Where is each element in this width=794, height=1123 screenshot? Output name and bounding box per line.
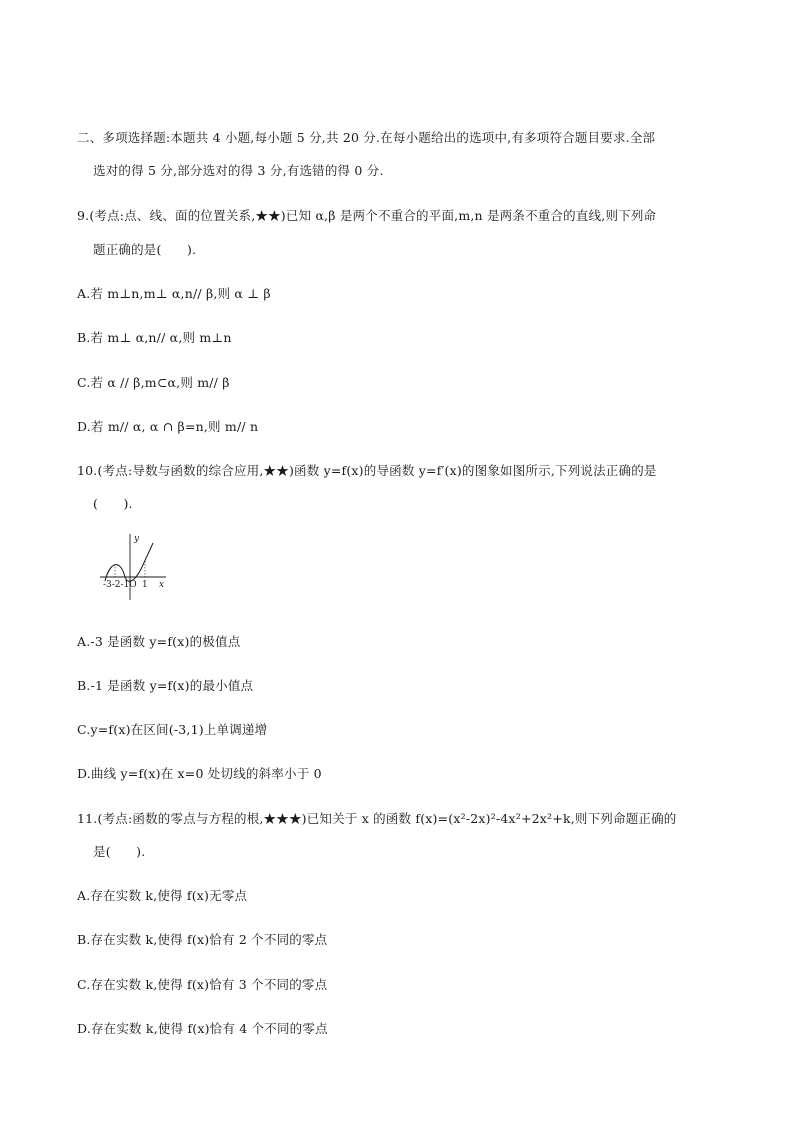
question-10-option-d: D.曲线 y=f(x)在 x=0 处切线的斜率小于 0 [77,766,322,781]
derivative-curve [105,543,153,581]
tick-label-one: 1 [142,580,148,590]
question-11-option-c: C.存在实数 k,使得 f(x)恰有 3 个不同的零点 [77,977,328,992]
question-9-option-c: C.若 α // β,m⊂α,则 m// β [77,375,230,390]
question-9-stem-line2: 题正确的是( ). [93,242,197,257]
question-11-stem-line2: 是( ). [93,844,146,859]
question-11-stem-line1: 11.(考点:函数的零点与方程的根,★★★)已知关于 x 的函数 f(x)=(x²-2x)²-4x²+2x²+k,则下列命题正确的 [77,811,677,826]
x-axis-label: x [159,580,165,590]
question-9-option-a: A.若 m⊥n,m⊥ α,n// β,则 α ⊥ β [77,286,271,301]
question-9-stem-line1: 9.(考点:点、线、面的位置关系,★★)已知 α,β 是两个不重合的平面,m,n 是两条不重合的直线,则下列命 [77,208,657,223]
section-instruction-line1: 二、多项选择题:本题共 4 小题,每小题 5 分,共 20 分.在每小题给出的选项中,有多项符合题目要求.全部 [77,130,656,145]
question-10-option-a: A.-3 是函数 y=f(x)的极值点 [77,634,241,649]
tick-labels: -3-2-1O [103,580,137,590]
question-11-option-b: B.存在实数 k,使得 f(x)恰有 2 个不同的零点 [77,932,328,947]
question-10-option-b: B.-1 是函数 y=f(x)的最小值点 [77,678,254,693]
question-10-option-c: C.y=f(x)在区间(-3,1)上单调递增 [77,722,268,737]
question-9-option-b: B.若 m⊥ α,n// α,则 m⊥n [77,330,232,345]
question-11-option-d: D.存在实数 k,使得 f(x)恰有 4 个不同的零点 [77,1021,328,1036]
question-11-option-a: A.存在实数 k,使得 f(x)无零点 [77,888,248,903]
question-10-stem-line2: ( ). [93,496,133,511]
section-instruction-line2: 选对的得 5 分,部分选对的得 3 分,有选错的得 0 分. [93,163,384,178]
derivative-graph-figure [98,530,170,602]
question-9-option-d: D.若 m// α, α ∩ β=n,则 m// n [77,419,259,434]
question-10-stem-line1: 10.(考点:导数与函数的综合应用,★★)函数 y=f(x)的导函数 y=f′(x)的图象如图所示,下列说法正确的是 [77,463,657,478]
y-axis-label: y [134,534,140,544]
